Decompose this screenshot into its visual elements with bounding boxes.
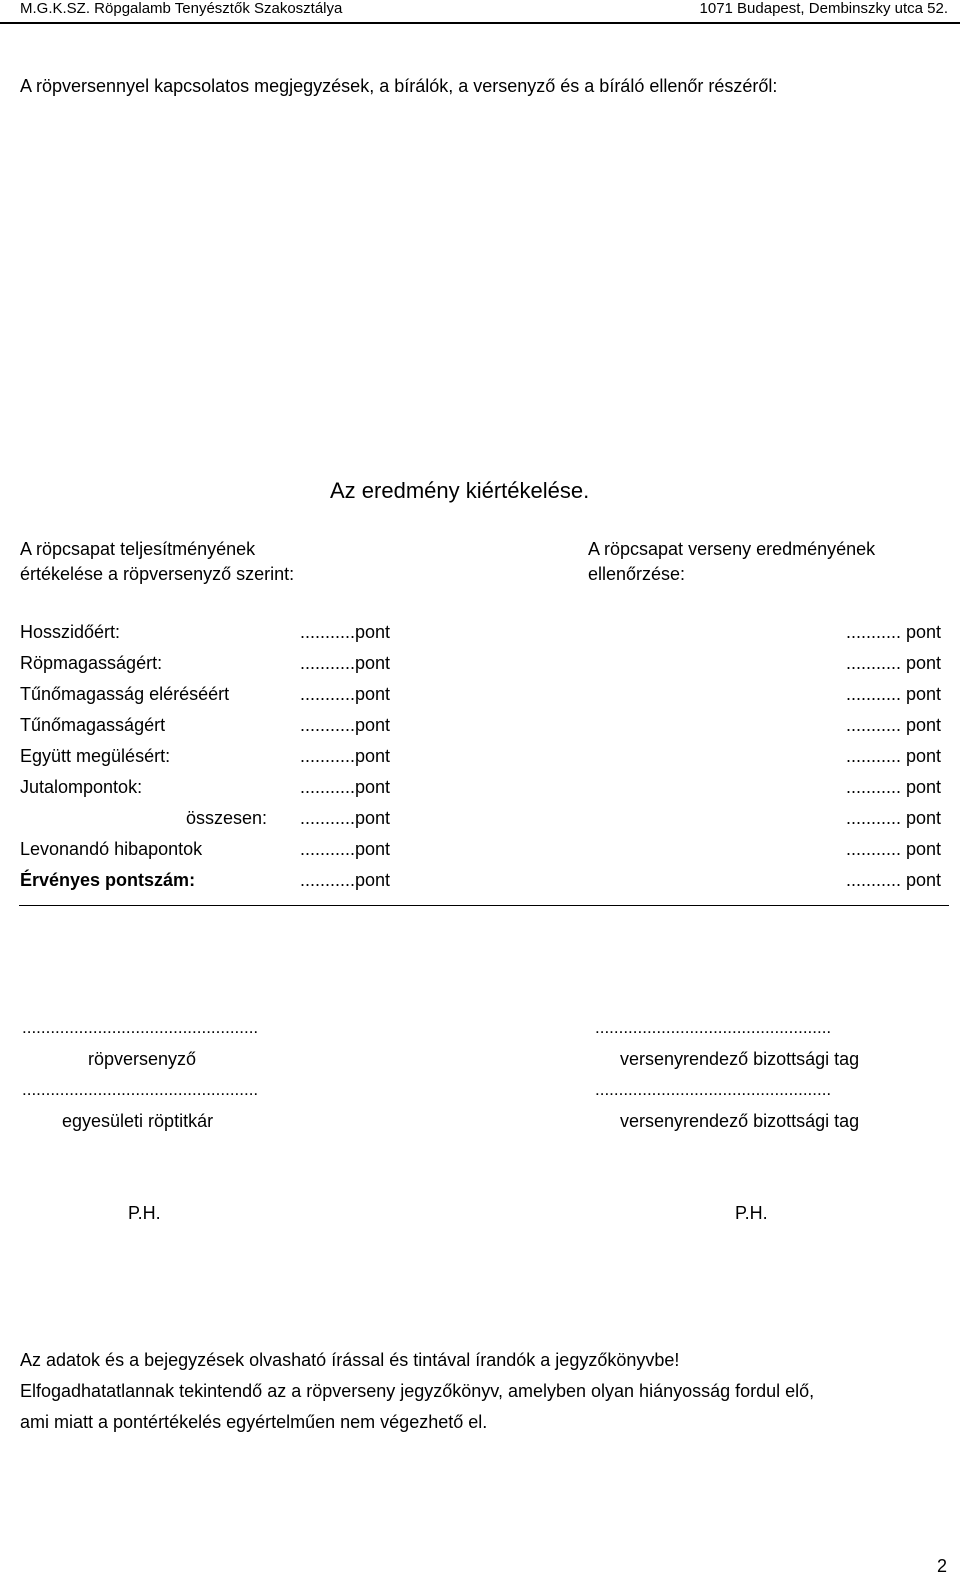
score-label: Röpmagasságért: <box>20 653 163 673</box>
score-left-value: ...........pont <box>300 715 391 735</box>
footer-note-line1: Az adatok és a bejegyzések olvasható írással és tintával írandók a jegyzőkönyvbe! <box>20 1350 680 1370</box>
score-right-value: ........... pont <box>845 622 941 642</box>
score-label: Levonandó hibapontok <box>20 839 203 859</box>
score-left-value: ...........pont <box>300 870 391 890</box>
score-right-value: ........... pont <box>845 684 941 704</box>
signature-label-committee-member: versenyrendező bizottsági tag <box>620 1111 860 1131</box>
score-left-value: ...........pont <box>300 777 391 797</box>
score-label: Tűnőmagasság eléréséért <box>20 684 230 704</box>
score-right-value: ........... pont <box>845 808 941 828</box>
stamp-placeholder-left: P.H. <box>128 1203 161 1223</box>
score-left-value: ...........pont <box>300 808 391 828</box>
header-rule <box>0 22 960 24</box>
score-left-value: ...........pont <box>300 653 391 673</box>
signature-line: .................................................. <box>595 1080 832 1099</box>
right-heading-line1: A röpcsapat verseny eredményének <box>588 539 876 559</box>
footer-note-line3: ami miatt a pontértékelés egyértelműen nem végezhető el. <box>20 1412 488 1432</box>
score-right-value: ........... pont <box>845 653 941 673</box>
score-right-value: ........... pont <box>845 839 941 859</box>
score-left-value: ...........pont <box>300 684 391 704</box>
score-label-total: összesen: <box>186 808 268 828</box>
score-label: Hosszidőért: <box>20 622 121 642</box>
score-left-value: ...........pont <box>300 746 391 766</box>
signature-line: .................................................. <box>22 1080 259 1099</box>
evaluation-title: Az eredmény kiértékelése. <box>330 478 590 503</box>
score-label: Tűnőmagasságért <box>20 715 166 735</box>
remarks-heading: A röpversennyel kapcsolatos megjegyzések, a bírálók, a versenyző és a bíráló ellenőr részéről: <box>20 76 778 96</box>
header-left: M.G.K.SZ. Röpgalamb Tenyésztők Szakosztálya <box>20 0 343 17</box>
score-right-value: ........... pont <box>845 746 941 766</box>
score-right-value: ........... pont <box>845 777 941 797</box>
signature-line: .................................................. <box>22 1018 259 1037</box>
right-heading-line2: ellenőrzése: <box>588 564 686 584</box>
left-heading-line1: A röpcsapat teljesítményének <box>20 539 256 559</box>
score-left-value: ...........pont <box>300 839 391 859</box>
section-divider <box>19 905 949 906</box>
signature-label-competitor: röpversenyző <box>88 1049 197 1069</box>
score-label: Együtt megülésért: <box>20 746 171 766</box>
signature-label-club-secretary: egyesületi röptitkár <box>62 1111 214 1131</box>
left-heading-line2: értékelése a röpversenyző szerint: <box>20 564 295 584</box>
score-right-value: ........... pont <box>845 715 941 735</box>
footer-note-line2: Elfogadhatatlannak tekintendő az a röpverseny jegyzőkönyv, amelyben olyan hiányosság fordul elő, <box>20 1381 815 1401</box>
stamp-placeholder-right: P.H. <box>735 1203 768 1223</box>
score-right-value: ........... pont <box>845 870 941 890</box>
score-label-valid: Érvényes pontszám: <box>20 870 196 890</box>
page-number: 2 <box>936 1556 947 1576</box>
header-right: 1071 Budapest, Dembinszky utca 52. <box>699 0 948 17</box>
score-label: Jutalompontok: <box>20 777 143 797</box>
signature-label-committee-member: versenyrendező bizottsági tag <box>620 1049 860 1069</box>
score-left-value: ...........pont <box>300 622 391 642</box>
signature-line: .................................................. <box>595 1018 832 1037</box>
